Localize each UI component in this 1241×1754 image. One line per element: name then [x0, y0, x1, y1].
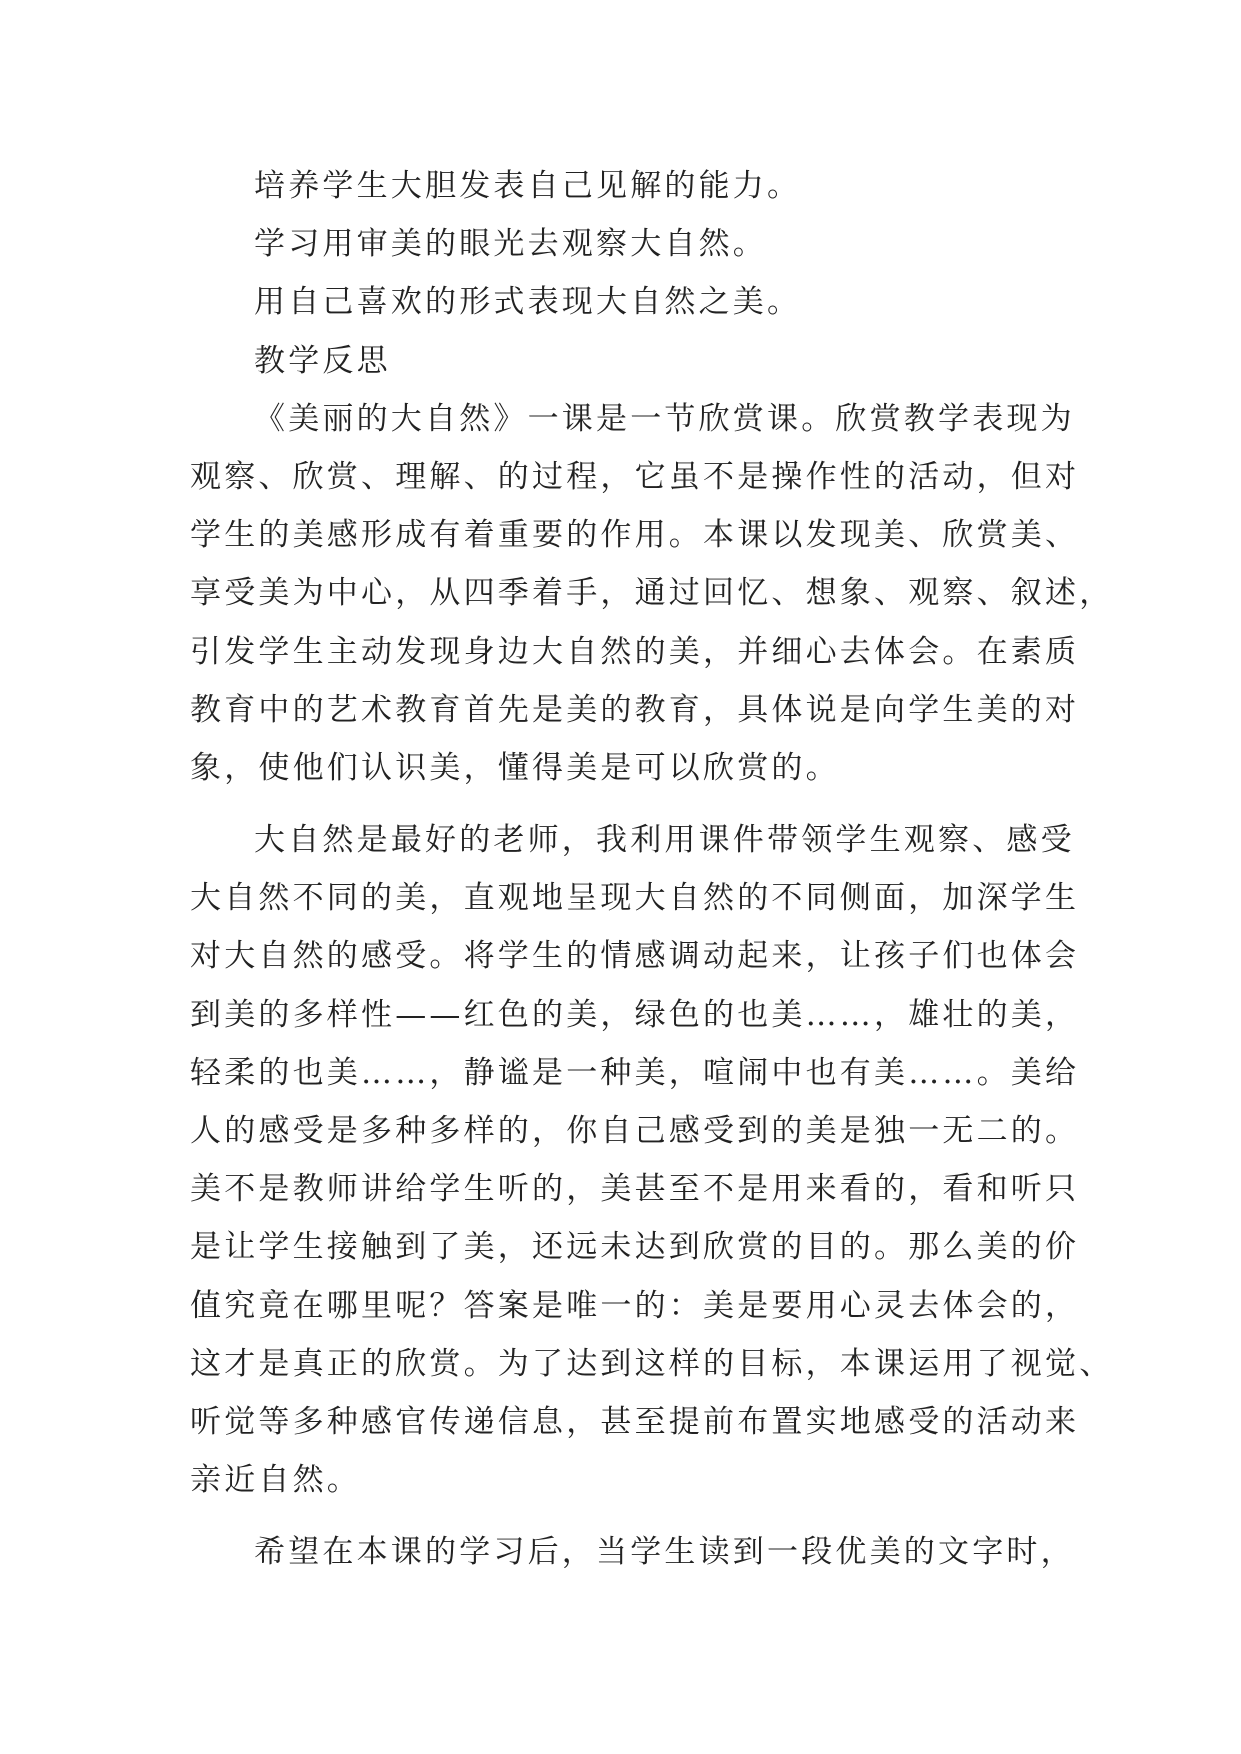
paragraph-line: 引发学生主动发现身边大自然的美，并细心去体会。在素质	[190, 633, 1080, 670]
paragraph-line: 教育中的艺术教育首先是美的教育，具体说是向学生美的对	[190, 691, 1080, 728]
paragraph-line: 《美丽的大自然》一课是一节欣赏课。欣赏教学表现为	[254, 400, 1075, 437]
paragraph-line: 象，使他们认识美，懂得美是可以欣赏的。	[190, 749, 840, 786]
section-heading: 教学反思	[254, 342, 391, 379]
paragraph-line: 观察、欣赏、理解、的过程，它虽不是操作性的活动，但对	[190, 458, 1080, 495]
paragraph-line: 这才是真正的欣赏。为了达到这样的目标，本课运用了视觉、	[190, 1345, 1114, 1382]
paragraph-line: 是让学生接触到了美，还远未达到欣赏的目的。那么美的价	[190, 1229, 1080, 1266]
paragraph-gap	[190, 797, 1070, 811]
goal-line: 学习用审美的眼光去观察大自然。	[254, 226, 767, 263]
paragraph-line: 学生的美感形成有着重要的作用。本课以发现美、欣赏美、	[190, 517, 1080, 554]
document-body	[190, 157, 1114, 1582]
paragraph-line: 听觉等多种感官传递信息，甚至提前布置实地感受的活动来	[190, 1403, 1080, 1440]
paragraph	[190, 1523, 1075, 1581]
paragraph-line: 到美的多样性——红色的美，绿色的也美……，雄壮的美，	[190, 996, 1080, 1033]
paragraph	[190, 811, 1114, 1509]
paragraph-line: 大自然不同的美，直观地呈现大自然的不同侧面，加深学生	[190, 880, 1080, 917]
paragraph-line: 亲近自然。	[190, 1462, 361, 1499]
paragraph-line: 享受美为中心，从四季着手，通过回忆、想象、观察、叙述，	[190, 575, 1114, 612]
paragraph-line: 希望在本课的学习后，当学生读到一段优美的文字时，	[254, 1534, 1075, 1571]
paragraph-gap	[190, 1509, 1070, 1523]
paragraph-line: 值究竟在哪里呢？答案是唯一的：美是要用心灵去体会的，	[190, 1287, 1080, 1324]
goal-line: 培养学生大胆发表自己见解的能力。	[254, 168, 802, 204]
paragraph-line: 美不是教师讲给学生听的，美甚至不是用来看的，看和听只	[190, 1171, 1080, 1208]
paragraph-line: 对大自然的感受。将学生的情感调动起来，让孩子们也体会	[190, 938, 1080, 975]
paragraph-line: 大自然是最好的老师，我利用课件带领学生观察、感受	[254, 822, 1075, 859]
paragraph	[190, 390, 1114, 797]
goal-line: 用自己喜欢的形式表现大自然之美。	[254, 284, 802, 321]
paragraph-line: 人的感受是多种多样的，你自己感受到的美是独一无二的。	[190, 1113, 1080, 1149]
paragraph-line: 轻柔的也美……，静谧是一种美，喧闹中也有美……。美给	[190, 1054, 1080, 1091]
